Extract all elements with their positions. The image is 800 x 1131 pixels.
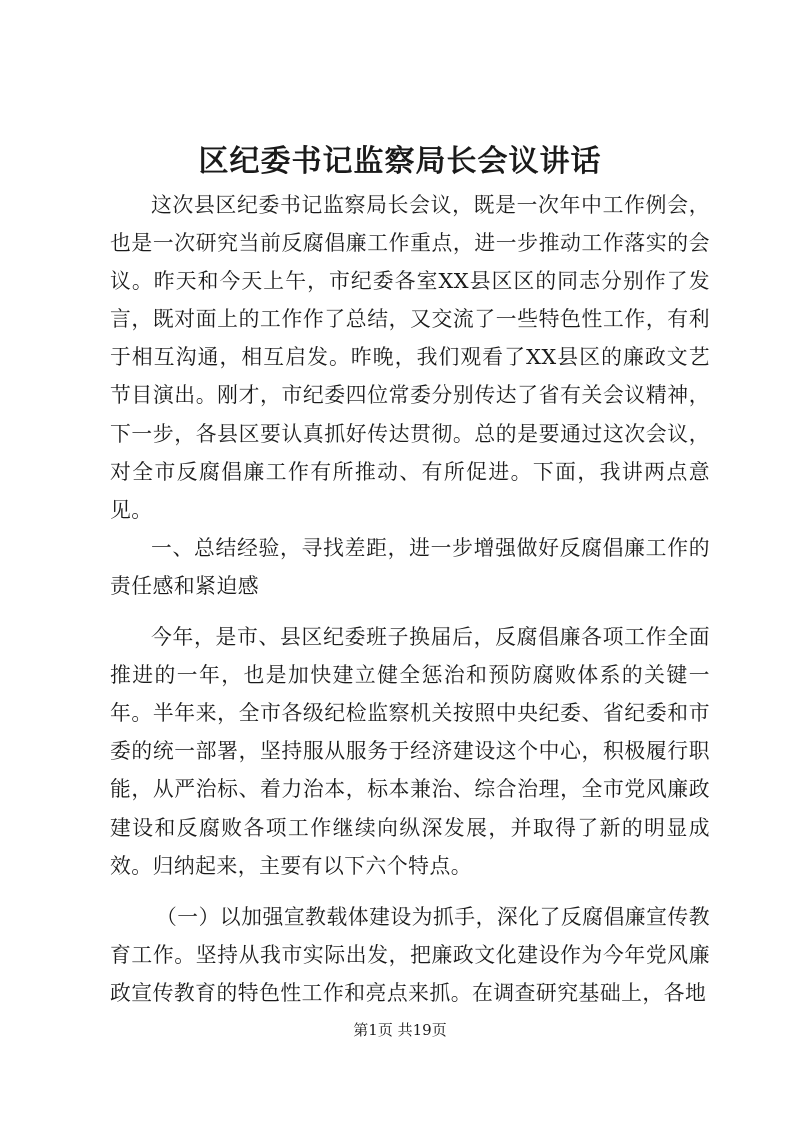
- document-title: 区纪委书记监察局长会议讲话: [198, 144, 602, 179]
- paragraph-summary: 今年，是市、县区纪委班子换届后，反腐倡廉各项工作全面推进的一年，也是加快建立健全惩治和预防腐败体系的关键一年。半年来，全市各级纪检监察机关按照中央纪委、省纪委和市委的统一部署，坚持服从服务于经济建设这个中心，积极履行职能，从严治标、着力治本，标本兼治、综合治理，全市党风廉政建设和反腐败各项工作继续向纵深发展，并取得了新的明显成效。归纳起来，主要有以下六个特点。: [110, 625, 710, 878]
- page-footer: 第1页 共19页: [353, 1021, 447, 1039]
- document-body: [110, 186, 710, 1012]
- paragraph-point-one: （一）以加强宣教载体建设为抓手，深化了反腐倡廉宣传教育工作。坚持从我市实际出发，把廉政文化建设作为今年党风廉政宣传教育的特色性工作和亮点来抓。在调查研究基础上，各地: [110, 904, 710, 1005]
- section-heading-one: 一、总结经验，寻找差距，进一步增强做好反腐倡廉工作的责任感和紧迫感: [110, 535, 710, 598]
- paragraph-intro: 这次县区纪委书记监察局长会议，既是一次年中工作例会，也是一次研究当前反腐倡廉工作重点，进一步推动工作落实的会议。昨天和今天上午，市纪委各室XX县区区的同志分别作了发言，既对面上的工作作了总结，又交流了一些特色性工作，有利于相互沟通，相互启发。昨晚，我们观看了XX县区的廉政文艺节目演出。刚才，市纪委四位常委分别传达了省有关会议精神，下一步，各县区要认真抓好传达贯彻。总的是要通过这次会议，对全市反腐倡廉工作有所推动、有所促进。下面，我讲两点意见。: [110, 193, 710, 522]
